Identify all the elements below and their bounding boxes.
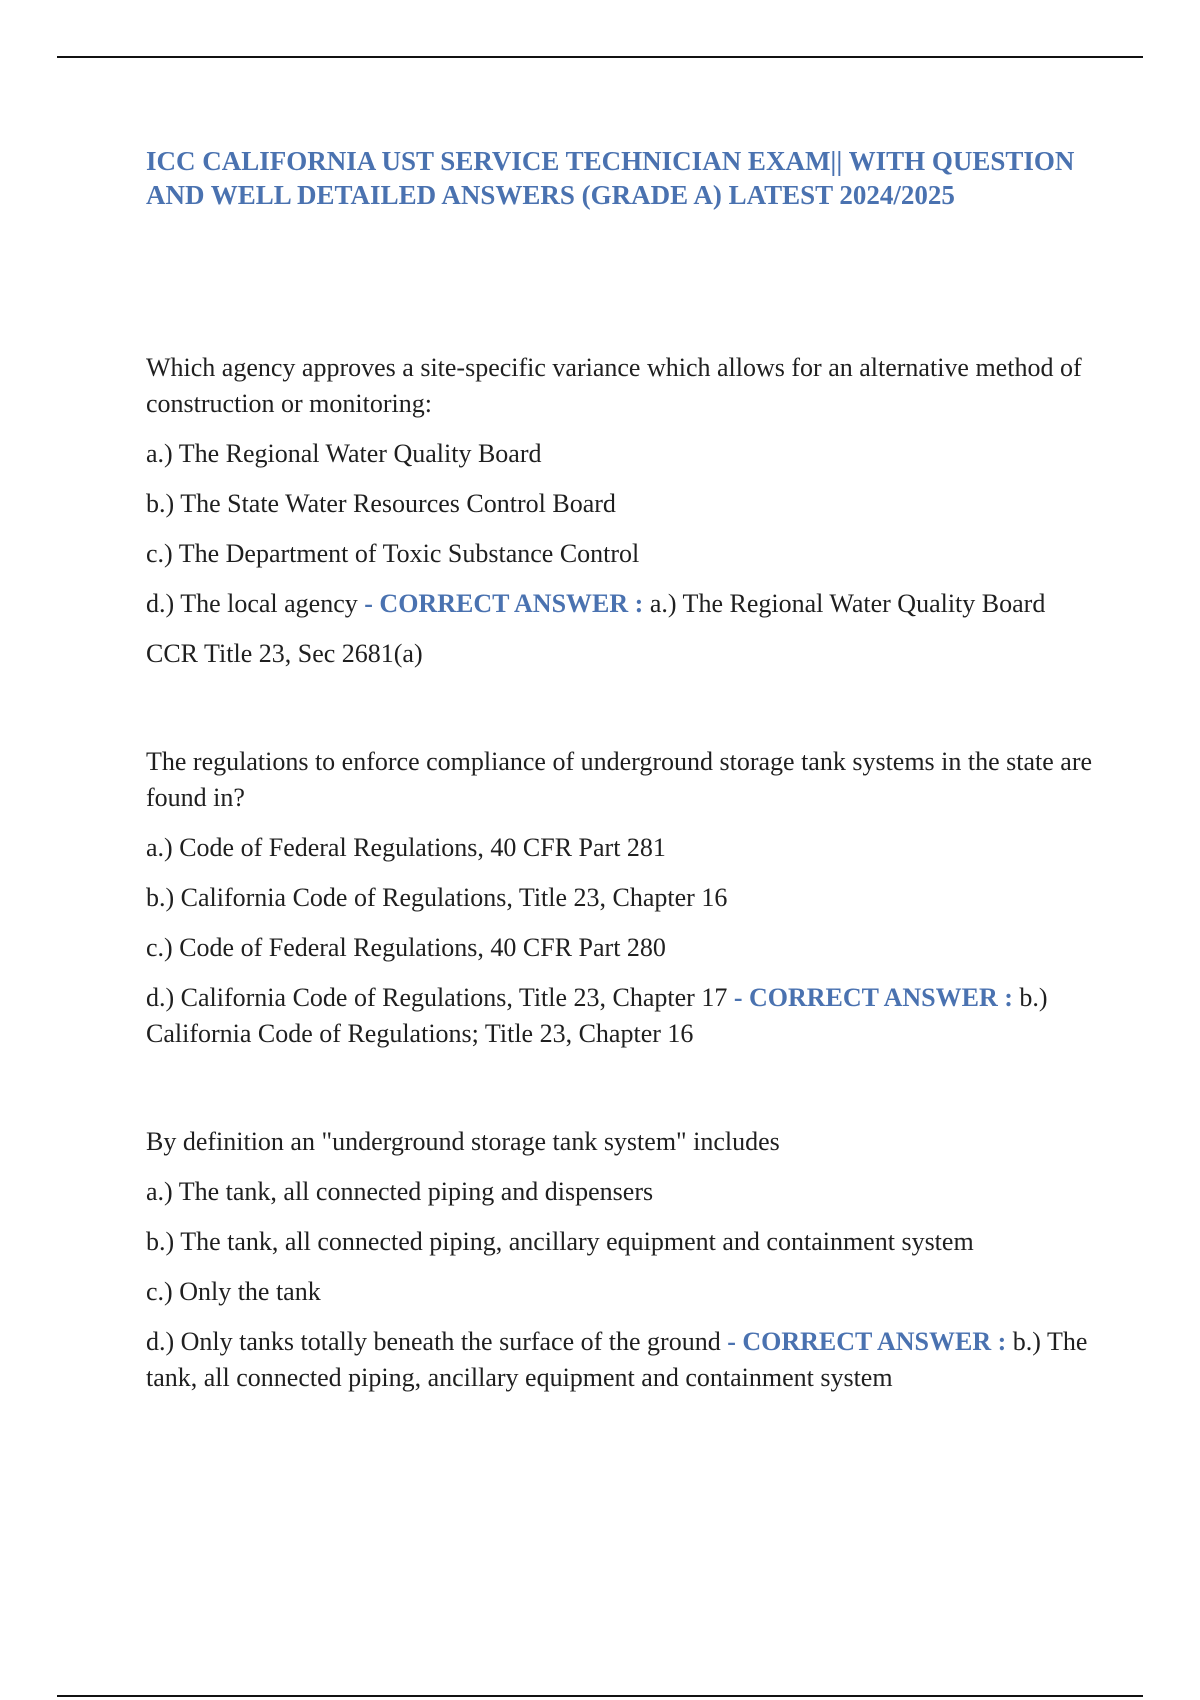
correct-answer: b.) California Code of Regulations; Title 23, Chapter 16 — [146, 983, 1048, 1048]
correct-answer-label: - CORRECT ANSWER : — [727, 1327, 1007, 1356]
option-b: b.) The tank, all connected piping, ancillary equipment and containment system — [146, 1227, 974, 1256]
question-prompt: Which agency approves a site-specific variance which allows for an alternative method of construction or monitoring: — [146, 353, 1082, 418]
option-b: b.) The State Water Resources Control Board — [146, 489, 616, 518]
option-c: c.) The Department of Toxic Substance Control — [146, 539, 640, 568]
option-b: b.) California Code of Regulations, Title 23, Chapter 16 — [146, 883, 728, 912]
option-d: d.) The local agency — [146, 589, 358, 618]
question-1 — [146, 350, 1096, 672]
option-d: d.) Only tanks totally beneath the surface of the ground — [146, 1327, 721, 1356]
option-d-with-answer — [146, 980, 1096, 1052]
option-c: c.) Only the tank — [146, 1277, 321, 1306]
option-d: d.) California Code of Regulations, Title 23, Chapter 17 — [146, 983, 728, 1012]
document-body — [146, 144, 1096, 1396]
document-title: ICC CALIFORNIA UST SERVICE TECHNICIAN EXAM|| WITH QUESTION AND WELL DETAILED ANSWERS (GRADE A) LATEST 2024/2025 — [146, 146, 1075, 210]
correct-answer: b.) The tank, all connected piping, ancillary equipment and containment system — [146, 1327, 1088, 1392]
question-prompt: By definition an "underground storage tank system" includes — [146, 1127, 780, 1156]
option-c: c.) Code of Federal Regulations, 40 CFR Part 280 — [146, 933, 666, 962]
correct-answer-label: - CORRECT ANSWER : — [364, 589, 644, 618]
correct-answer-label: - CORRECT ANSWER : — [733, 983, 1013, 1012]
option-a: a.) Code of Federal Regulations, 40 CFR Part 281 — [146, 833, 666, 862]
option-a: a.) The Regional Water Quality Board — [146, 439, 542, 468]
top-rule — [57, 56, 1143, 58]
option-d-with-answer — [146, 586, 1096, 622]
correct-answer: a.) The Regional Water Quality Board — [649, 589, 1046, 618]
option-d-with-answer — [146, 1324, 1096, 1396]
answer-reference: CCR Title 23, Sec 2681(a) — [146, 639, 423, 668]
question-3 — [146, 1124, 1096, 1396]
option-a: a.) The tank, all connected piping and dispensers — [146, 1177, 654, 1206]
question-prompt: The regulations to enforce compliance of underground storage tank systems in the state are found in? — [146, 747, 1093, 812]
question-2 — [146, 744, 1096, 1052]
bottom-rule — [57, 1695, 1143, 1697]
